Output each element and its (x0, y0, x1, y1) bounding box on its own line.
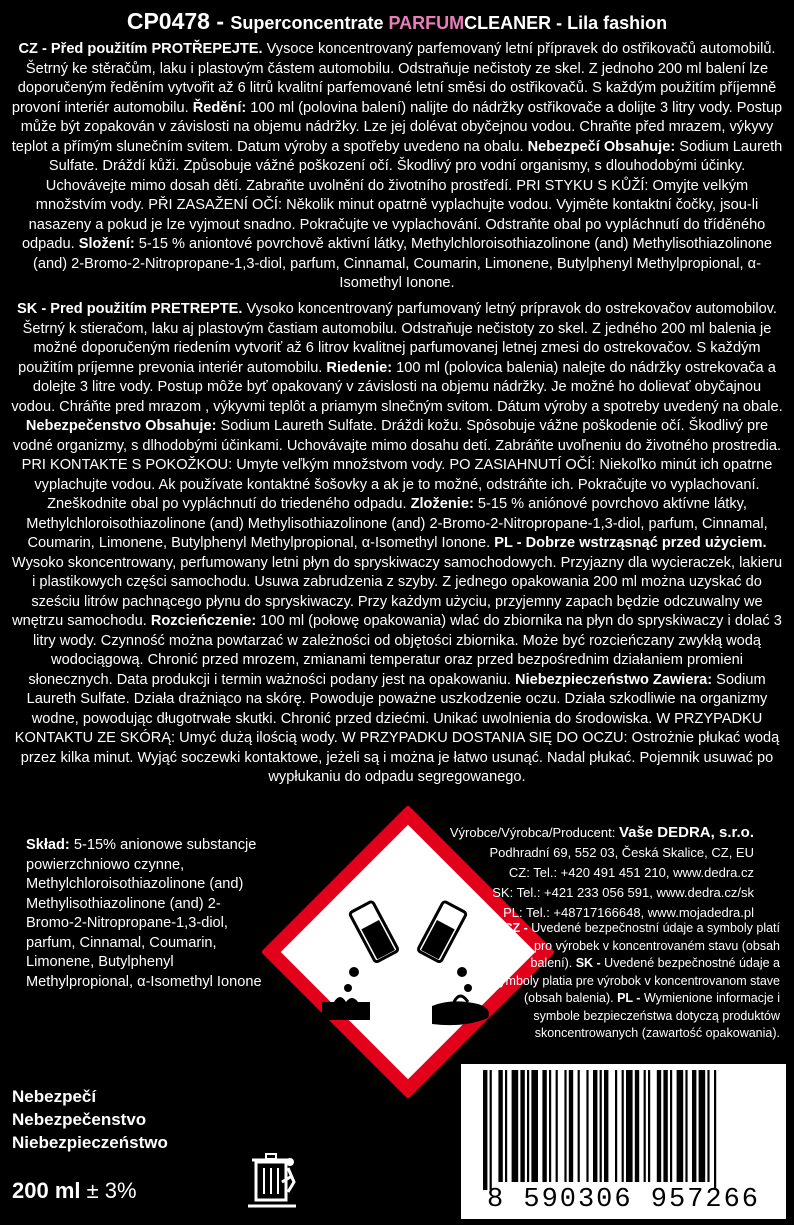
note-cz-tag: CZ - (503, 921, 528, 935)
cz-hazard-label: Nebezpečí Obsahuje: (527, 138, 676, 155)
producer-name: Vaše DEDRA, s.r.o. (618, 824, 754, 841)
barcode-bar (490, 1070, 492, 1190)
barcode-bar (615, 1070, 617, 1182)
volume-amount: 200 ml (12, 1178, 81, 1203)
barcode-bar (604, 1070, 608, 1182)
barcode-bar (644, 1070, 646, 1182)
product-code: CP0478 (126, 8, 210, 34)
barcode-bar (564, 1070, 566, 1182)
barcode-bar (505, 1070, 507, 1182)
barcode-bar (699, 1070, 706, 1182)
title-pre: Superconcentrate (230, 13, 389, 33)
barcode-bar (648, 1070, 650, 1182)
cz-composition-label: Složení: (78, 236, 135, 252)
safety-note (490, 920, 780, 1043)
barcode-bar (714, 1070, 716, 1190)
pl-text-2: 100 ml (połowę opakowania) wlać do zbiornika na płyn do spryskiwaczy i dolać 3 litry wody. Czynność można powtarzać w zależności od objętości zbiornika. Może być rozcieńczany zwykłą wodą wodociągową. Chronić przed mrozem, zmianami temperatur oraz przed bezpośrednim działaniem promieni słonecznych. Data produkcji i termin ważności podany jest na opakowaniu. (28, 613, 782, 688)
barcode-bars (461, 1070, 786, 1190)
barcode-bar (635, 1070, 639, 1182)
sk-dilution-label: Riedenie: (326, 359, 393, 376)
barcode-bar (542, 1070, 546, 1182)
barcode-bar (527, 1070, 529, 1182)
barcode-bar (569, 1070, 573, 1182)
barcode-bar (586, 1070, 588, 1182)
volume-tolerance: ± 3% (80, 1178, 137, 1203)
barcode-bar (531, 1070, 538, 1182)
barcode-bar (549, 1070, 551, 1182)
pl-dilution-label: Rozcieńczenie: (150, 613, 257, 629)
cz-text-1: Vysoce koncentrovaný parfemovaný letní přípravek do ostřikovačů automobilů. Šetrný ke stěračům, laku i plastovým částem automobilu. Odstraňuje nečistoty ze skel. Z jednoho 200 ml balení lze doporučeným ředěním vytvořit až 6 litrů kvalitní parfemované letní směsi do ostřikovačů. S každým použitím příjemně provoní interiér automobilu. (11, 41, 777, 116)
producer-label: Výrobce/Výrobca/Producent: (449, 825, 619, 840)
sk-text-2: 100 ml (polovica balenia) nalejte do nádržky ostrekovača a dolejte 3 litre vody. Postup môže byť opakovaný v závislosti na objemu nádržky. Je možné ho dolievať obyčajnou vodou. Chráňte pred mrazom , výkyvmi teplôt a priamym slnečným svitom. Dátum výroby a spotreby uvedený na obale. (11, 359, 783, 415)
cz-dilution-label: Ředění: (192, 99, 247, 116)
pl-text-1: Wysoko skoncentrowany, perfumowany letni płyn do spryskiwaczy samochodowych. Przyjazny dla wycieraczek, lakieru i plastikowych części samochodu. Usuwa zabrudzenia z szyby. Z jednego opakowania 200 ml można uzyskać do sześciu litrów pachnącego płynu do spryskiwaczy. Przy każdym użyciu, przyjemny zapach będzie odczuwalny we wnętrzu samochodu. (11, 554, 783, 629)
volume (12, 1178, 137, 1204)
barcode-bar (707, 1070, 709, 1182)
sk-lead: SK - Pred použitím PRETREPTE. (17, 301, 243, 317)
barcode-bar (578, 1070, 580, 1182)
note-cz: Uvedené bezpečnostní údaje a symboly platí pro výrobek v koncentrovaném stavu (obsah balení). (527, 921, 780, 970)
signal-word-sk: Nebezpečenstvo (12, 1110, 147, 1129)
title-post: CLEANER - Lila fashion (464, 13, 668, 33)
pl-text-3: Sodium Laureth Sulfate. Działa drażniąco na skórę. Powoduje poważne uszkodzenie oczu. Działa szkodliwie na organizmy wodne, powodując długotrwałe skutki. Chronić przed dziećmi. Unikać uwolnienia do środowiska. W PRZYPADKU KONTAKTU ZE SKÓRĄ: Umyć dużą ilością wody. W PRZYPADKU DOSTANIA SIĘ DO OCZU: Ostrożnie płukać wodą przez kilka minut. Wyjąć soczewki kontaktowe, jeżeli są i można je łatwo usunąć. Nadal płukać. Pojemnik usuwać po wypłukaniu do odpadu segregowanego. (14, 671, 780, 785)
barcode-bar (677, 1070, 684, 1182)
barcode-number: 8 590306 957266 (486, 1185, 761, 1215)
cz-section (10, 40, 784, 294)
cz-text-4: 5-15 % aniontové povrchově aktivní látky, Methylchloroisothiazolinone (and) Methylisothiazolinone (and) 2-Bromo-2-Nitropropane-1,3-diol, parfum, Cinnamal, Coumarin, Limonene, Butylphenyl Methylpropional, α-Isomethyl Ionone. (33, 236, 773, 291)
pl-hazard-label: Niebezpieczeństwo Zawiera: (515, 671, 713, 688)
barcode-bar (600, 1070, 602, 1182)
note-pl: Wymienione informacje i symbole bezpieczeństwa dotyczą produktów skoncentrowanych (zawartość opakowania). (533, 991, 780, 1040)
barcode (461, 1064, 786, 1219)
signal-word-pl: Niebezpieczeństwo (12, 1133, 168, 1152)
sk-text-3: Sodium Laureth Sulfate. Dráždi kožu. Spôsobuje vážne poškodenie očí. Škodlivý pre vodné organizmy, s dlhodobými účinkami. Uchovávajte mimo dosahu detí. Zabráňte uvoľneniu do životného prostredia. PRI KONTAKTE S POKOŽKOU: Umyte veľkým množstvom vody. PO ZASIAHNUTÍ OČÍ: Niekoľko minút ich opatrne vyplachujte vodou. Ak používate kontaktné šošovky a ak je to možné, odstráňte ich. Pokračujte vo vyplachovaní. Zneškodnite obal po vypláchnutí do triedeného odpadu. (12, 418, 782, 512)
pl-text-4: 5-15% anionowe substancje powierzchniowo czynne, Methylchloroisothiazolinone (and) Methylisothiazolinone (and) 2-Bromo-2-Nitropropane-1,3-diol, parfum, Cinnamal, Coumarin, Limonene, Butylphenyl Methylpropional, α-Isomethyl Ionone (26, 837, 262, 990)
barcode-bar (670, 1070, 672, 1182)
producer-info (354, 823, 754, 923)
producer-sk: SK: Tel.: +421 233 056 591, www.dedra.cz/sk (492, 885, 754, 900)
pl-lead: PL - Dobrze wstrząsnąć przed użyciem. (494, 535, 767, 551)
barcode-bar (622, 1070, 624, 1182)
sk-text-4: 5-15 % aniónové povrchovo aktívne látky, Methylchloroisothiazolinone (and) Methylisothiazolinone (and) 2-Bromo-2-Nitropropane-1,3-diol, parfum, Cinnamal, Coumarin, Limonene, Butylphenyl Methylpropional, α-Isomethyl Ionone. (26, 496, 768, 551)
sk-hazard-label: Nebezpečenstvo Obsahuje: (25, 418, 217, 434)
pl-composition (26, 836, 266, 992)
barcode-bar (483, 1070, 487, 1190)
cz-text-3: Sodium Laureth Sulfate. Dráždí kůži. Způsobuje vážné poškození očí. Škodlivý pro vodní organismy, s dlouhodobými účinky. Uchovávejte mimo dosah dětí. Zabraňte uvolnění do životního prostředí. PRI STYKU S KŮŽÍ: Omyjte velkým množstvím vody. PŘI ZASAŽENÍ OČÍ: Několik minut opatrně vyplachujte vodou. Vyjměte kontaktní čočky, jsou-li nasazeny a pokud je lze vyjmout snadno. Pokračujte ve vyplachování. Odstraňte obal po vypláchnutí do tříděného odpadu. (21, 138, 783, 252)
sk-composition-label: Zloženie: (410, 496, 474, 512)
sk-pl-section (10, 300, 784, 788)
producer-pl: PL: Tel.: +48717166648, www.mojadedra.pl (503, 905, 754, 920)
signal-words (12, 1085, 168, 1154)
pl-composition-label: Skład: (26, 837, 70, 853)
barcode-bar (626, 1070, 633, 1182)
producer-address: Podhradní 69, 552 03, Česká Skalice, CZ, EU (489, 845, 754, 860)
note-sk-tag: SK - (575, 956, 601, 970)
barcode-bar (498, 1070, 502, 1182)
barcode-bar (692, 1070, 696, 1182)
sk-text-1: Vysoko koncentrovaný parfumovaný letný prípravok do ostrekovačov automobilov. Šetrný k stieračom, laku aj plastovým častiam automobilu. Odstraňuje nečistoty zo skel. Z jedného 200 ml balenia je možné doporučeným riedením vytvoriť až 6 litrov kvalitnej parfumovanej letnej zmesi do ostrekovačov. S každým použitím príjemne prevonia interiér automobilu. (18, 301, 777, 376)
producer-cz: CZ: Tel.: +420 491 451 210, www.dedra.cz (508, 865, 754, 880)
barcode-bar (685, 1070, 687, 1182)
note-sk: Uvedené bezpečnostné údaje a symboly platia pre výrobok v koncentrovanom stave (obsah balenia). (493, 956, 780, 1005)
product-title (0, 8, 794, 35)
barcode-bar (657, 1070, 661, 1182)
producer-line (354, 823, 754, 843)
title-separator: - (209, 8, 231, 34)
signal-word-cz: Nebezpečí (12, 1087, 97, 1106)
note-pl-tag: PL - (617, 991, 641, 1005)
barcode-bar (593, 1070, 597, 1182)
cz-text-2: 100 ml (polovina balení) nalijte do nádržky ostřikovače a dolijte 3 litry vody. Postup může být zopakován v závislosti na objemu nádržky. Lze jej dolévat obyčejnou vodou. Chraňte před mrazem, výkyvy teplot a přímým slunečním svitem. Datum výroby a spotřeby uvedeno na obalu. (11, 99, 783, 155)
barcode-bar (556, 1070, 558, 1182)
barcode-bar (520, 1070, 524, 1182)
barcode-bar (512, 1070, 519, 1182)
cz-lead: CZ - Před použitím PROTŘEPEJTE. (18, 41, 263, 57)
barcode-bar (663, 1070, 667, 1182)
title-pink: PARFUM (388, 13, 465, 33)
crossed-bin-icon (244, 1148, 300, 1210)
